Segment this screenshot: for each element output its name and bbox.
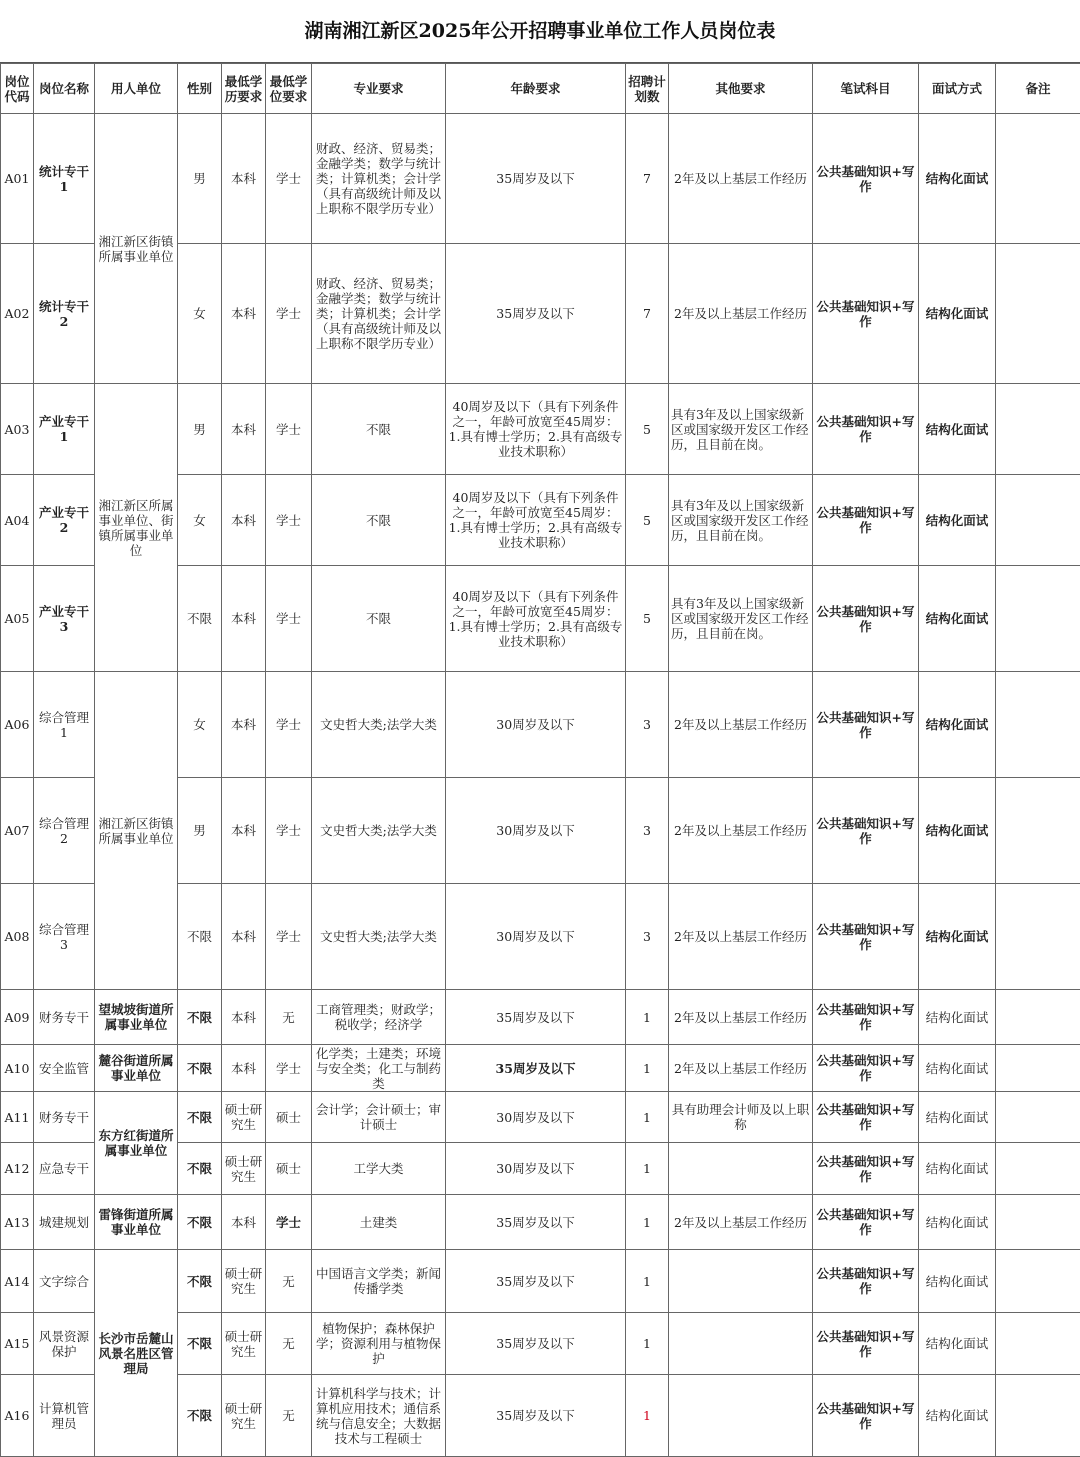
cell-major: 不限	[312, 384, 446, 475]
cell-num: 5	[626, 384, 669, 475]
cell-exam: 公共基础知识+写作	[813, 244, 919, 384]
cell-exam: 公共基础知识+写作	[813, 1045, 919, 1092]
cell-employer: 湘江新区所属事业单位、街镇所属事业单位	[95, 384, 178, 672]
cell-gender: 不限	[178, 1143, 222, 1195]
cell-interview: 结构化面试	[919, 384, 996, 475]
header-other: 其他要求	[669, 64, 813, 114]
cell-age: 35周岁及以下	[446, 244, 626, 384]
cell-employer: 长沙市岳麓山风景名胜区管理局	[95, 1250, 178, 1457]
cell-code: A14	[1, 1250, 34, 1313]
cell-name: 城建规划	[34, 1195, 95, 1250]
cell-num: 1	[626, 1375, 669, 1457]
cell-age: 30周岁及以下	[446, 1092, 626, 1143]
cell-other: 具有3年及以上国家级新区或国家级开发区工作经历，且目前在岗。	[669, 384, 813, 475]
cell-gender: 不限	[178, 1045, 222, 1092]
cell-age: 35周岁及以下	[446, 1375, 626, 1457]
cell-major: 文史哲大类;法学大类	[312, 778, 446, 884]
cell-edu: 本科	[222, 114, 266, 244]
cell-edu: 硕士研究生	[222, 1250, 266, 1313]
cell-interview: 结构化面试	[919, 1092, 996, 1143]
cell-age: 35周岁及以下	[446, 1250, 626, 1313]
cell-exam: 公共基础知识+写作	[813, 384, 919, 475]
cell-gender: 女	[178, 475, 222, 566]
header-row	[1, 64, 1080, 114]
cell-exam: 公共基础知识+写作	[813, 990, 919, 1045]
cell-note	[996, 1045, 1080, 1092]
cell-num: 1	[626, 1195, 669, 1250]
cell-major: 工学大类	[312, 1143, 446, 1195]
cell-exam: 公共基础知识+写作	[813, 778, 919, 884]
cell-degree: 无	[266, 1250, 312, 1313]
cell-num: 3	[626, 778, 669, 884]
cell-gender: 男	[178, 384, 222, 475]
cell-degree: 学士	[266, 566, 312, 672]
cell-age: 35周岁及以下	[446, 1313, 626, 1375]
cell-code: A03	[1, 384, 34, 475]
cell-gender: 男	[178, 778, 222, 884]
cell-edu: 硕士研究生	[222, 1143, 266, 1195]
cell-other	[669, 1250, 813, 1313]
cell-num: 1	[626, 1313, 669, 1375]
cell-exam: 公共基础知识+写作	[813, 475, 919, 566]
cell-edu: 硕士研究生	[222, 1375, 266, 1457]
cell-exam: 公共基础知识+写作	[813, 114, 919, 244]
cell-major: 土建类	[312, 1195, 446, 1250]
cell-note	[996, 990, 1080, 1045]
cell-name: 综合管理2	[34, 778, 95, 884]
cell-interview: 结构化面试	[919, 566, 996, 672]
cell-edu: 本科	[222, 384, 266, 475]
cell-num: 7	[626, 114, 669, 244]
cell-name: 产业专干3	[34, 566, 95, 672]
cell-code: A01	[1, 114, 34, 244]
cell-other: 2年及以上基层工作经历	[669, 1195, 813, 1250]
cell-degree: 学士	[266, 244, 312, 384]
header-name: 岗位名称	[34, 64, 95, 114]
cell-note	[996, 1092, 1080, 1143]
cell-note	[996, 1195, 1080, 1250]
cell-edu: 本科	[222, 566, 266, 672]
cell-num: 3	[626, 672, 669, 778]
cell-employer: 望城坡街道所属事业单位	[95, 990, 178, 1045]
cell-age: 30周岁及以下	[446, 672, 626, 778]
cell-interview: 结构化面试	[919, 114, 996, 244]
cell-code: A12	[1, 1143, 34, 1195]
cell-gender: 不限	[178, 1195, 222, 1250]
header-degree: 最低学位要求	[266, 64, 312, 114]
cell-note	[996, 114, 1080, 244]
cell-num: 1	[626, 1092, 669, 1143]
cell-exam: 公共基础知识+写作	[813, 1143, 919, 1195]
cell-edu: 本科	[222, 1195, 266, 1250]
cell-degree: 无	[266, 1375, 312, 1457]
cell-gender: 男	[178, 114, 222, 244]
cell-interview: 结构化面试	[919, 884, 996, 990]
cell-interview: 结构化面试	[919, 1045, 996, 1092]
cell-other: 2年及以上基层工作经历	[669, 672, 813, 778]
cell-interview: 结构化面试	[919, 244, 996, 384]
page-title: 湖南湘江新区2025年公开招聘事业单位工作人员岗位表	[0, 0, 1080, 63]
cell-employer: 湘江新区街镇所属事业单位	[95, 672, 178, 990]
cell-employer: 湘江新区街镇所属事业单位	[95, 114, 178, 384]
cell-major: 会计学；会计硕士；审计硕士	[312, 1092, 446, 1143]
cell-note	[996, 1143, 1080, 1195]
cell-name: 综合管理3	[34, 884, 95, 990]
cell-edu: 硕士研究生	[222, 1092, 266, 1143]
cell-other: 2年及以上基层工作经历	[669, 884, 813, 990]
cell-num: 1	[626, 1250, 669, 1313]
cell-major: 计算机科学与技术；计算机应用技术；通信系统与信息安全；大数据技术与工程硕士	[312, 1375, 446, 1457]
cell-name: 综合管理1	[34, 672, 95, 778]
cell-degree: 学士	[266, 672, 312, 778]
cell-code: A07	[1, 778, 34, 884]
cell-gender: 不限	[178, 1092, 222, 1143]
header-exam: 笔试科目	[813, 64, 919, 114]
cell-other: 2年及以上基层工作经历	[669, 114, 813, 244]
cell-interview: 结构化面试	[919, 778, 996, 884]
cell-employer: 雷锋街道所属事业单位	[95, 1195, 178, 1250]
cell-code: A15	[1, 1313, 34, 1375]
cell-major: 财政、经济、贸易类；金融学类；数学与统计类；计算机类；会计学（具有高级统计师及以上职称不限学历专业）	[312, 114, 446, 244]
cell-edu: 本科	[222, 778, 266, 884]
cell-other	[669, 1313, 813, 1375]
cell-gender: 女	[178, 672, 222, 778]
cell-note	[996, 1250, 1080, 1313]
header-age: 年龄要求	[446, 64, 626, 114]
cell-name: 统计专干2	[34, 244, 95, 384]
table-row	[1, 1092, 1080, 1143]
cell-degree: 硕士	[266, 1143, 312, 1195]
cell-num: 5	[626, 566, 669, 672]
cell-code: A06	[1, 672, 34, 778]
cell-name: 产业专干2	[34, 475, 95, 566]
cell-edu: 本科	[222, 884, 266, 990]
cell-other: 2年及以上基层工作经历	[669, 244, 813, 384]
cell-age: 35周岁及以下	[446, 114, 626, 244]
cell-edu: 本科	[222, 672, 266, 778]
cell-other	[669, 1375, 813, 1457]
cell-major: 工商管理类；财政学；税收学；经济学	[312, 990, 446, 1045]
cell-degree: 学士	[266, 475, 312, 566]
table-row	[1, 1195, 1080, 1250]
cell-num: 1	[626, 1143, 669, 1195]
cell-other: 2年及以上基层工作经历	[669, 990, 813, 1045]
cell-other: 2年及以上基层工作经历	[669, 1045, 813, 1092]
cell-age: 30周岁及以下	[446, 1143, 626, 1195]
cell-name: 财务专干	[34, 990, 95, 1045]
cell-edu: 本科	[222, 475, 266, 566]
cell-degree: 学士	[266, 1195, 312, 1250]
cell-major: 财政、经济、贸易类；金融学类；数学与统计类；计算机类；会计学（具有高级统计师及以上职称不限学历专业）	[312, 244, 446, 384]
cell-note	[996, 884, 1080, 990]
cell-name: 文字综合	[34, 1250, 95, 1313]
cell-employer: 东方红街道所属事业单位	[95, 1092, 178, 1195]
cell-code: A08	[1, 884, 34, 990]
cell-degree: 学士	[266, 1045, 312, 1092]
cell-degree: 无	[266, 990, 312, 1045]
cell-exam: 公共基础知识+写作	[813, 1195, 919, 1250]
cell-major: 化学类；土建类；环境与安全类；化工与制药类	[312, 1045, 446, 1092]
cell-degree: 硕士	[266, 1092, 312, 1143]
cell-gender: 不限	[178, 1313, 222, 1375]
cell-name: 产业专干1	[34, 384, 95, 475]
cell-gender: 不限	[178, 1375, 222, 1457]
cell-note	[996, 244, 1080, 384]
cell-other	[669, 1143, 813, 1195]
cell-exam: 公共基础知识+写作	[813, 884, 919, 990]
cell-gender: 不限	[178, 990, 222, 1045]
cell-other: 2年及以上基层工作经历	[669, 778, 813, 884]
table-row	[1, 1045, 1080, 1092]
cell-num: 1	[626, 990, 669, 1045]
cell-major: 不限	[312, 566, 446, 672]
cell-exam: 公共基础知识+写作	[813, 566, 919, 672]
cell-num: 5	[626, 475, 669, 566]
header-major: 专业要求	[312, 64, 446, 114]
cell-name: 统计专干1	[34, 114, 95, 244]
header-interview: 面试方式	[919, 64, 996, 114]
cell-age: 40周岁及以下（具有下列条件之一，年龄可放宽至45周岁：1.具有博士学历；2.具有高级专业技术职称）	[446, 384, 626, 475]
cell-major: 植物保护；森林保护学；资源利用与植物保护	[312, 1313, 446, 1375]
cell-interview: 结构化面试	[919, 475, 996, 566]
positions-table	[0, 63, 1080, 1457]
cell-other: 具有3年及以上国家级新区或国家级开发区工作经历，且目前在岗。	[669, 566, 813, 672]
header-gender: 性别	[178, 64, 222, 114]
cell-interview: 结构化面试	[919, 1313, 996, 1375]
cell-major: 文史哲大类;法学大类	[312, 884, 446, 990]
cell-age: 40周岁及以下（具有下列条件之一，年龄可放宽至45周岁：1.具有博士学历；2.具有高级专业技术职称）	[446, 475, 626, 566]
cell-degree: 学士	[266, 778, 312, 884]
cell-exam: 公共基础知识+写作	[813, 1313, 919, 1375]
cell-code: A13	[1, 1195, 34, 1250]
table-row	[1, 384, 1080, 475]
cell-code: A04	[1, 475, 34, 566]
cell-interview: 结构化面试	[919, 990, 996, 1045]
cell-note	[996, 566, 1080, 672]
cell-degree: 学士	[266, 384, 312, 475]
cell-interview: 结构化面试	[919, 672, 996, 778]
cell-major: 文史哲大类;法学大类	[312, 672, 446, 778]
cell-age: 30周岁及以下	[446, 884, 626, 990]
cell-interview: 结构化面试	[919, 1195, 996, 1250]
cell-exam: 公共基础知识+写作	[813, 1375, 919, 1457]
cell-name: 财务专干	[34, 1092, 95, 1143]
cell-employer: 麓谷街道所属事业单位	[95, 1045, 178, 1092]
header-note: 备注	[996, 64, 1080, 114]
cell-age: 35周岁及以下	[446, 990, 626, 1045]
header-code: 岗位代码	[1, 64, 34, 114]
cell-interview: 结构化面试	[919, 1250, 996, 1313]
cell-note	[996, 384, 1080, 475]
cell-gender: 女	[178, 244, 222, 384]
cell-other: 具有助理会计师及以上职称	[669, 1092, 813, 1143]
cell-gender: 不限	[178, 1250, 222, 1313]
cell-edu: 本科	[222, 244, 266, 384]
table-row	[1, 990, 1080, 1045]
cell-note	[996, 672, 1080, 778]
cell-note	[996, 475, 1080, 566]
cell-num: 3	[626, 884, 669, 990]
cell-note	[996, 778, 1080, 884]
cell-age: 30周岁及以下	[446, 778, 626, 884]
cell-name: 风景资源保护	[34, 1313, 95, 1375]
cell-name: 应急专干	[34, 1143, 95, 1195]
cell-degree: 无	[266, 1313, 312, 1375]
table-row	[1, 1250, 1080, 1313]
cell-exam: 公共基础知识+写作	[813, 1250, 919, 1313]
cell-interview: 结构化面试	[919, 1375, 996, 1457]
cell-exam: 公共基础知识+写作	[813, 672, 919, 778]
cell-edu: 硕士研究生	[222, 1313, 266, 1375]
cell-age: 35周岁及以下	[446, 1195, 626, 1250]
cell-code: A02	[1, 244, 34, 384]
cell-exam: 公共基础知识+写作	[813, 1092, 919, 1143]
cell-major: 中国语言文学类；新闻传播学类	[312, 1250, 446, 1313]
cell-num: 7	[626, 244, 669, 384]
cell-name: 计算机管理员	[34, 1375, 95, 1457]
cell-gender: 不限	[178, 566, 222, 672]
cell-major: 不限	[312, 475, 446, 566]
cell-code: A16	[1, 1375, 34, 1457]
cell-edu: 本科	[222, 1045, 266, 1092]
cell-name: 安全监管	[34, 1045, 95, 1092]
cell-degree: 学士	[266, 884, 312, 990]
cell-code: A11	[1, 1092, 34, 1143]
cell-age: 35周岁及以下	[446, 1045, 626, 1092]
cell-note	[996, 1313, 1080, 1375]
cell-interview: 结构化面试	[919, 1143, 996, 1195]
cell-code: A10	[1, 1045, 34, 1092]
cell-age: 40周岁及以下（具有下列条件之一，年龄可放宽至45周岁：1.具有博士学历；2.具有高级专业技术职称）	[446, 566, 626, 672]
cell-degree: 学士	[266, 114, 312, 244]
cell-num: 1	[626, 1045, 669, 1092]
table-row	[1, 114, 1080, 244]
header-num: 招聘计划数	[626, 64, 669, 114]
header-edu: 最低学历要求	[222, 64, 266, 114]
cell-code: A09	[1, 990, 34, 1045]
cell-note	[996, 1375, 1080, 1457]
cell-other: 具有3年及以上国家级新区或国家级开发区工作经历，且目前在岗。	[669, 475, 813, 566]
cell-edu: 本科	[222, 990, 266, 1045]
header-employer: 用人单位	[95, 64, 178, 114]
table-row	[1, 672, 1080, 778]
cell-code: A05	[1, 566, 34, 672]
cell-gender: 不限	[178, 884, 222, 990]
